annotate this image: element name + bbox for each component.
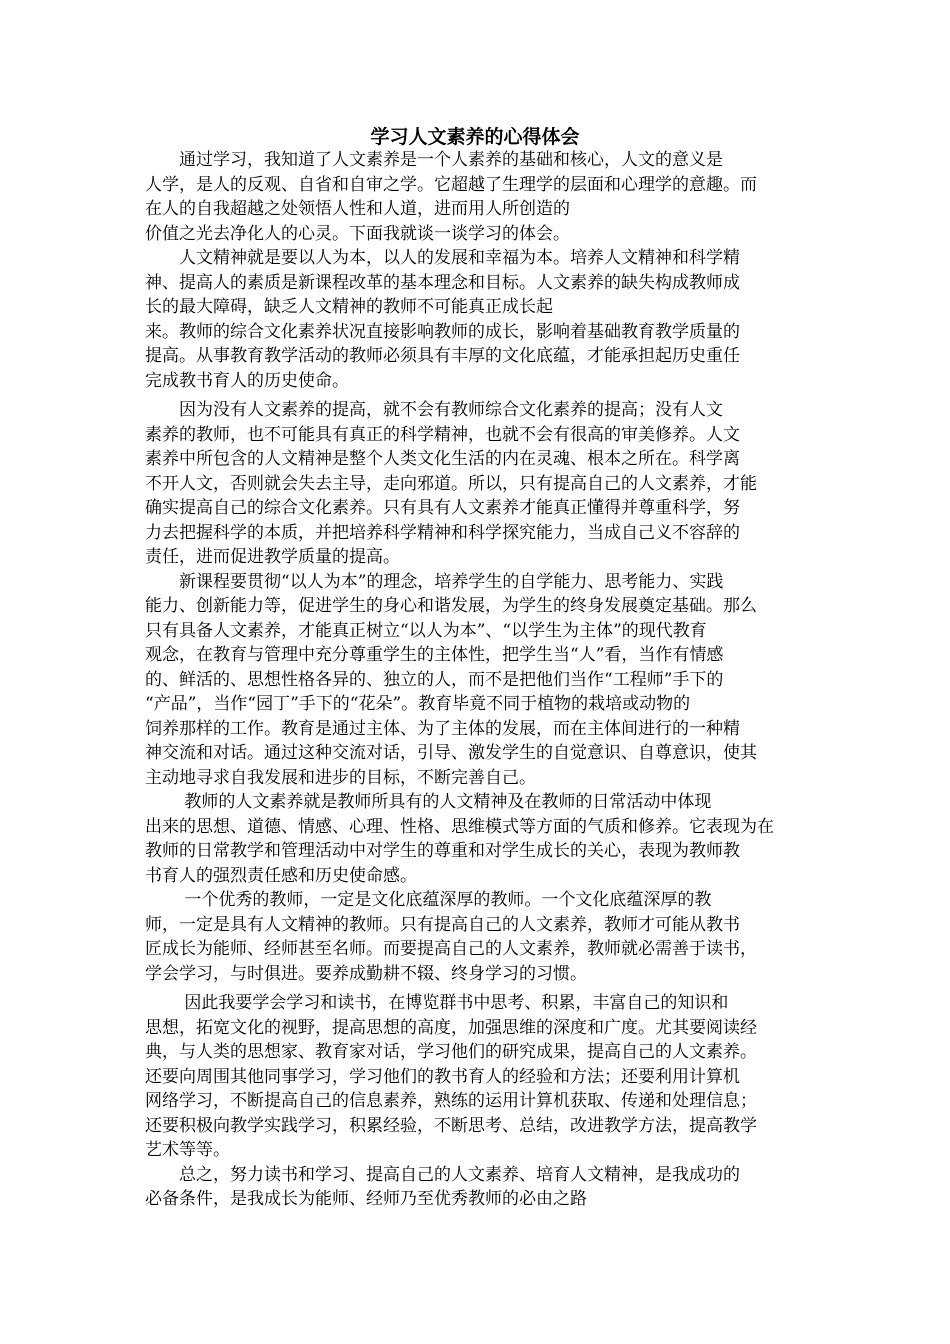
text-line: 在人的自我超越之处领悟人性和人道，进而用人所创造的 xyxy=(145,199,570,219)
text-line: 网络学习，不断提高自己的信息素养，熟练的运用计算机获取、传递和处理信息； xyxy=(145,1091,757,1111)
text-line: 饲养那样的工作。教育是通过主体、为了主体的发展，而在主体间进行的一种精 xyxy=(145,718,740,739)
text-line: 还要积极向教学实践学习，积累经验，不断思考、总结，改进教学方法，提高教学 xyxy=(145,1115,757,1136)
text-line: 只有具备人文素养，才能真正树立“以人为本”、“以学生为主体”的现代教育 xyxy=(145,620,707,641)
text-line: 观念，在教育与管理中充分尊重学生的主体性，把学生当“人”看，当作有情感 xyxy=(145,645,724,665)
text-line: 思想，拓宽文化的视野，提高思想的高度，加强思维的深度和广度。尤其要阅读经 xyxy=(145,1017,757,1038)
text-line: 不开人文，否则就会失去主导，走向邪道。所以，只有提高自己的人文素养，才能 xyxy=(145,473,757,494)
text-line: 书育人的强烈责任感和历史使命感。 xyxy=(145,865,417,886)
text-line: 提高。从事教育教学活动的教师必须具有丰厚的文化底蕴，才能承担起历史重任 xyxy=(145,346,740,366)
text-line: 一个优秀的教师，一定是文化底蕴深厚的教师。一个文化底蕴深厚的教 xyxy=(145,890,712,910)
text-line: 必备条件，是我成长为能师、经师乃至优秀教师的必由之路 xyxy=(145,1189,587,1209)
text-line: 新课程要贯彻“以人为本”的理念，培养学生的自学能力、思考能力、实践 xyxy=(145,571,724,592)
text-line: 学会学习，与时俱进。要养成勤耕不辍、终身学习的习惯。 xyxy=(145,963,587,984)
text-line: 主动地寻求自我发展和进步的目标，不断完善自己。 xyxy=(145,767,536,788)
text-line: 还要向周围其他同事学习，学习他们的教书育人的经验和方法；还要利用计算机 xyxy=(145,1066,740,1087)
text-line: 的、鲜活的、思想性格各异的、独立的人，而不是把他们当作“工程师”手下的 xyxy=(145,669,724,690)
text-line: 价值之光去净化人的心灵。下面我就谈一谈学习的体会。 xyxy=(145,223,570,244)
document-title: 学习人文素养的心得体会 xyxy=(370,126,580,148)
text-line: 教师的日常教学和管理活动中对学生的尊重和对学生成长的关心，表现为教师教 xyxy=(145,841,740,861)
text-line: “产品”，当作“园丁”手下的“花朵”。教育毕竟不同于植物的栽培或动物的 xyxy=(145,694,691,714)
text-line: 完成教书育人的历史使命。 xyxy=(145,370,349,391)
text-line: 因为没有人文素养的提高，就不会有教师综合文化素养的提高；没有人文 xyxy=(145,400,723,420)
text-line: 师，一定是具有人文精神的教师。只有提高自己的人文素养，教师才可能从教书 xyxy=(145,914,740,935)
text-line: 匠成长为能师、经师甚至名师。而要提高自己的人文素养，教师就必需善于读书， xyxy=(145,939,757,959)
text-line: 艺术等等。 xyxy=(145,1140,230,1160)
text-line: 神交流和对话。通过这种交流对话，引导、激发学生的自觉意识、自尊意识，使其 xyxy=(145,743,757,763)
text-line: 因此我要学会学习和读书，在博览群书中思考、积累，丰富自己的知识和 xyxy=(145,993,729,1013)
text-line: 素养的教师，也不可能具有真正的科学精神，也就不会有很高的审美修养。人文 xyxy=(145,424,740,445)
text-line: 神、提高人的素质是新课程改革的基本理念和目标。人文素养的缺失构成教师成 xyxy=(145,272,740,293)
text-line: 通过学习，我知道了人文素养是一个人素养的基础和核心，人文的意义是 xyxy=(145,150,723,170)
text-line: 总之，努力读书和学习、提高自己的人文素养、培育人文精神，是我成功的 xyxy=(145,1164,740,1185)
text-line: 出来的思想、道德、情感、心理、性格、思维模式等方面的气质和修养。它表现为在 xyxy=(145,816,774,837)
text-line: 责任，进而促进教学质量的提高。 xyxy=(145,547,400,567)
text-line: 确实提高自己的综合文化素养。只有具有人文素养才能真正懂得并尊重科学，努 xyxy=(145,498,740,518)
text-line: 人文精神就是要以人为本，以人的发展和幸福为本。培养人文精神和科学精 xyxy=(145,248,740,268)
text-line: 能力、创新能力等，促进学生的身心和谐发展，为学生的终身发展奠定基础。那么 xyxy=(145,596,757,616)
text-line: 来。教师的综合文化素养状况直接影响教师的成长，影响着基础教育教学质量的 xyxy=(145,321,740,342)
text-line: 素养中所包含的人文精神是整个人类文化生活的内在灵魂、根本之所在。科学离 xyxy=(145,449,740,469)
text-line: 人学，是人的反观、自省和自审之学。它超越了生理学的层面和心理学的意趣。而 xyxy=(145,174,757,195)
text-line: 长的最大障碍，缺乏人文精神的教师不可能真正成长起 xyxy=(145,297,553,317)
text-line: 教师的人文素养就是教师所具有的人文精神及在教师的日常活动中体现 xyxy=(145,792,712,812)
document-body xyxy=(145,148,810,1212)
text-line: 力去把握科学的本质，并把培养科学精神和科学探究能力，当成自己义不容辞的 xyxy=(145,522,740,543)
text-line: 典，与人类的思想家、教育家对话，学习他们的研究成果，提高自己的人文素养。 xyxy=(145,1042,757,1062)
